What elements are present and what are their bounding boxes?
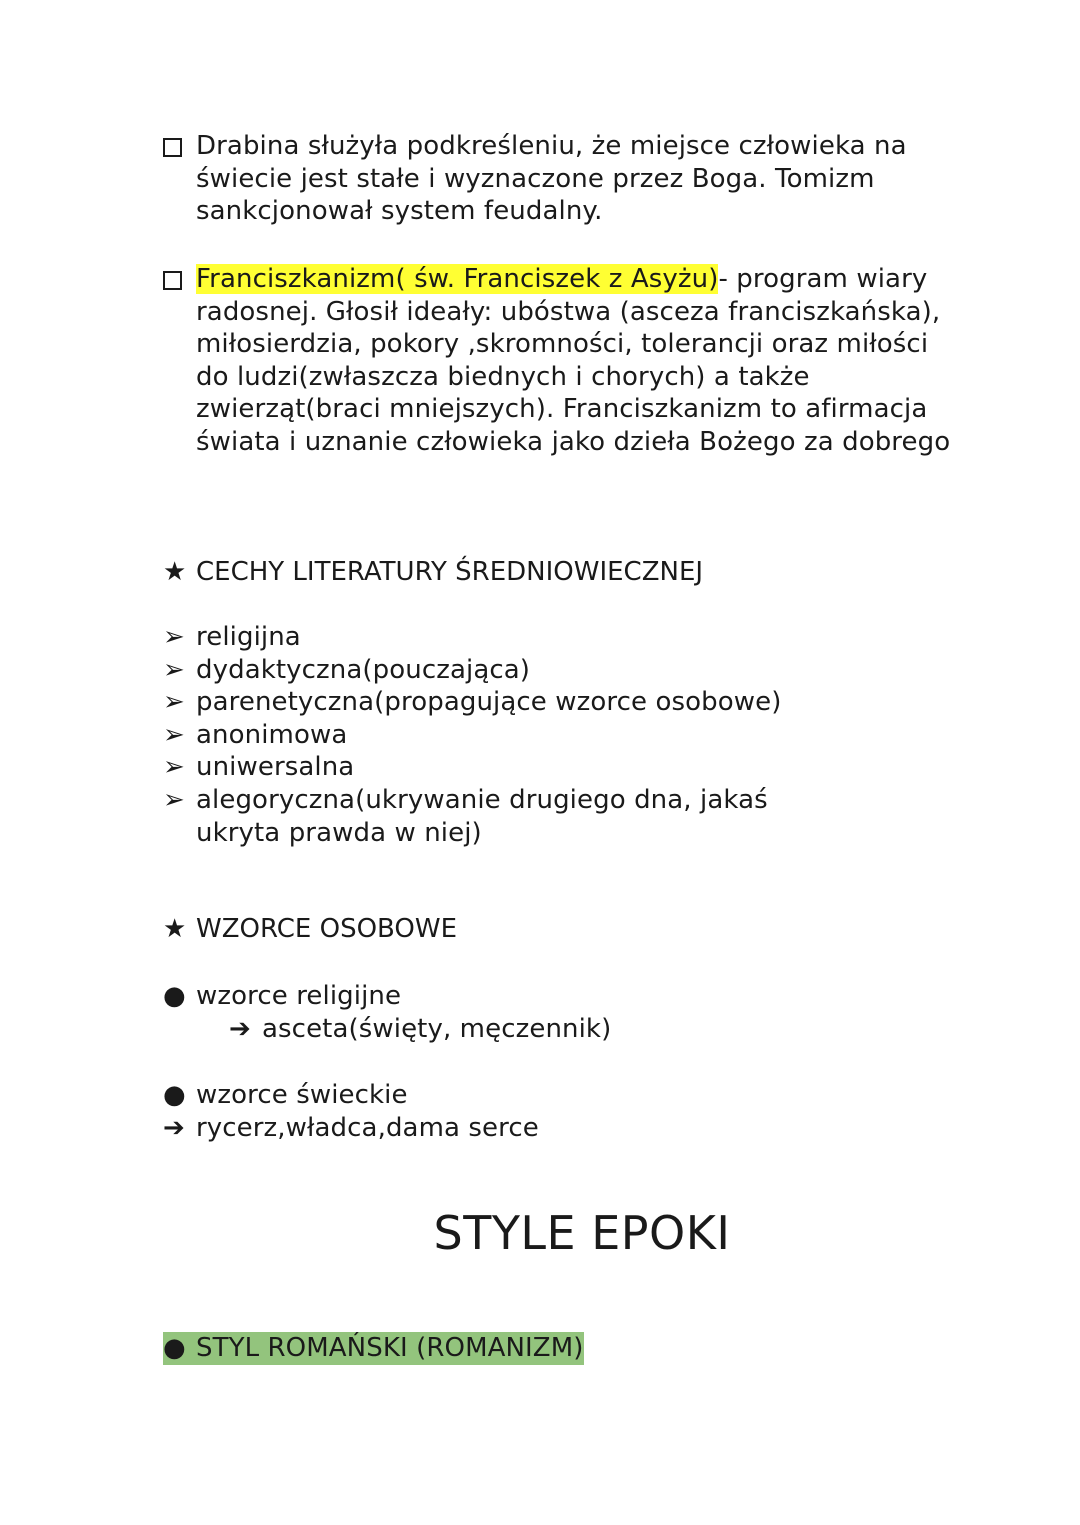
list-item — [163, 784, 963, 849]
franciszkanizm-highlight: Franciszkanizm( św. Franciszek z Asyżu) — [196, 264, 719, 294]
list-item-text: wzorce świeckie — [196, 1080, 408, 1110]
list-item-text: wzorce religijne — [196, 981, 402, 1011]
franciszkanizm-block — [163, 263, 963, 459]
arrow-right-icon: ➔ — [229, 1013, 251, 1044]
list-item-text: anonimowa — [196, 719, 348, 750]
bullet-icon: ● — [163, 1080, 186, 1110]
list-item — [163, 686, 963, 719]
list-item — [163, 751, 963, 784]
list-item-text: uniwersalna — [196, 752, 355, 783]
list-item — [163, 719, 963, 752]
arrowhead-icon: ➢ — [163, 622, 185, 652]
list-item — [163, 654, 963, 687]
list-item-text: religijna — [196, 622, 301, 652]
arrow-right-icon: ➔ — [163, 1112, 185, 1143]
checkbox-icon — [163, 271, 182, 290]
wzorce-heading — [163, 913, 963, 945]
list-item — [163, 980, 963, 1013]
star-icon: ★ — [163, 557, 187, 587]
style-epoki-title: STYLE EPOKI — [433, 1206, 731, 1260]
wzorce-heading-text: WZORCE OSOBOWE — [196, 914, 458, 944]
styl-romanski-section — [163, 1332, 584, 1365]
franciszkanizm-text — [196, 263, 963, 459]
list-item-text: rycerz,władca,dama serce — [196, 1112, 539, 1143]
styl-romanski-text: STYL ROMAŃSKI (ROMANIZM) — [196, 1333, 584, 1363]
list-item-text: alegoryczna(ukrywanie drugiego dna, jakaś ukryta prawda w niej) — [196, 784, 768, 848]
cechy-heading — [163, 556, 963, 588]
list-item — [163, 621, 963, 654]
list-item — [163, 1079, 963, 1112]
sub-list-item — [163, 1013, 963, 1046]
checkbox-item-franciszkanizm — [163, 263, 963, 459]
wzorce-swieckie — [163, 1079, 963, 1144]
cechy-heading-text: CECHY LITERATURY ŚREDNIOWIECZNEJ — [196, 557, 704, 587]
star-icon: ★ — [163, 914, 187, 944]
list-item-text: parenetyczna(propagujące wzorce osobowe) — [196, 687, 782, 718]
styl-romanski-item — [163, 1332, 584, 1365]
drabina-block — [163, 130, 963, 228]
bullet-icon: ● — [163, 981, 186, 1011]
cechy-section — [163, 556, 963, 588]
sub-list-item — [163, 1112, 963, 1145]
wzorce-section — [163, 913, 963, 945]
checkbox-marker — [163, 263, 196, 290]
cechy-list — [163, 621, 963, 849]
wzorce-religijne — [163, 980, 963, 1045]
arrowhead-icon: ➢ — [163, 752, 185, 783]
arrowhead-icon: ➢ — [163, 687, 185, 718]
checkbox-marker — [163, 130, 196, 157]
bullet-icon: ● — [163, 1333, 186, 1363]
franciszkanizm-rest: - program wiary radosnej. Głosił ideały: ubóstwa (asceza franciszkańska), miłosierdzia, pokory ,skromności, tolerancji oraz miłości do ludzi(zwłaszcza biednych i chorych) a także zwierząt(braci mniejszych). Franciszkanizm to afirmacja świata i uznanie człowieka jako dzieła Bożego za dobrego — [196, 264, 951, 457]
drabina-text: Drabina służyła podkreśleniu, że miejsce człowieka na świecie jest stałe i wyznaczone przez Boga. Tomizm sankcjonował system feudalny. — [196, 131, 907, 227]
list-item-text: asceta(święty, męczennik) — [262, 1013, 612, 1044]
arrowhead-icon: ➢ — [163, 784, 185, 815]
checkbox-item-drabina — [163, 130, 963, 228]
checkbox-icon — [163, 138, 182, 157]
arrowhead-icon: ➢ — [163, 719, 185, 750]
list-item-text: dydaktyczna(pouczająca) — [196, 654, 531, 685]
arrowhead-icon: ➢ — [163, 654, 185, 685]
